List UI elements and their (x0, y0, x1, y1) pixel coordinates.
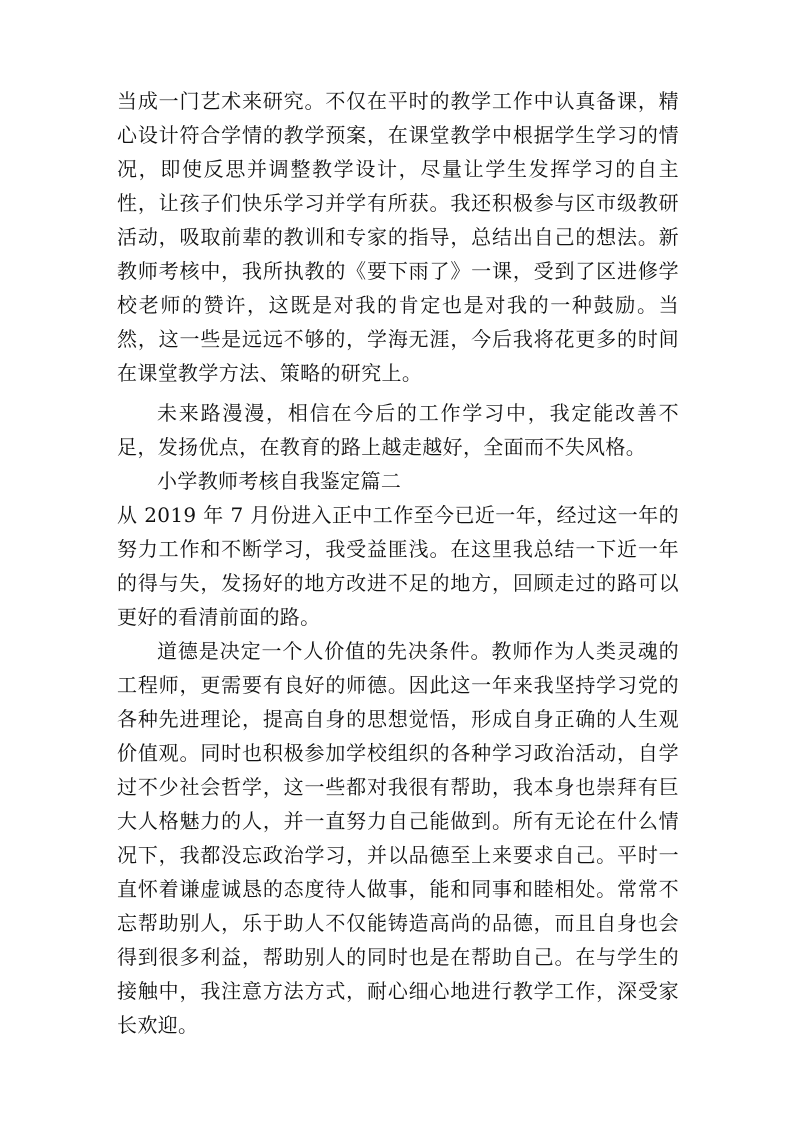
body-text-block (117, 396, 679, 464)
body-text-block (117, 84, 679, 390)
paragraph-future-outlook: 未来路漫漫，相信在今后的工作学习中，我定能改善不足，发扬优点，在教育的路上越走越好，全面而不失风格。 (117, 401, 679, 459)
section-heading-block (117, 464, 679, 498)
paragraph-ethics: 道德是决定一个人价值的先决条件。教师作为人类灵魂的工程师，更需要有良好的师德。因此这一年来我坚持学习党的各种先进理论，提高自身的思想觉悟，形成自身正确的人生观价值观。同时也积极参加学校组织的各种学习政治活动，自学过不少社会哲学，这一些都对我很有帮助，我本身也崇拜有巨大人格魅力的人，并一直努力自己能做到。所有无论在什么情况下，我都没忘政治学习，并以品德至上来要求自己。平时一直怀着谦虚诚恳的态度待人做事，能和同事和睦相处。常常不忘帮助别人，乐于助人不仅能铸造高尚的品德，而且自身也会得到很多利益，帮助别人的同时也是在帮助自己。在与学生的接触中，我注意方法方式，耐心细心地进行教学工作，深受家长欢迎。 (117, 639, 679, 1037)
body-text-block (117, 634, 679, 1042)
paragraph-teaching-research: 当成一门艺术来研究。不仅在平时的教学工作中认真备课，精心设计符合学情的教学预案，在课堂教学中根据学生学习的情况，即使反思并调整教学设计，尽量让学生发挥学习的自主性，让孩子们快乐学习并学有所获。我还积极参与区市级教研活动，吸取前辈的教训和专家的指导，总结出自己的想法。新教师考核中，我所执教的《要下雨了》一课，受到了区进修学校老师的赞许，这既是对我的肯定也是对我的一种鼓励。当然，这一些是远远不够的，学海无涯，今后我将花更多的时间在课堂教学方法、策略的研究上。 (117, 89, 679, 385)
paragraph-work-summary: 从 2019 年 7 月份进入正中工作至今已近一年，经过这一年的努力工作和不断学习，我受益匪浅。在这里我总结一下近一年的得与失，发扬好的地方改进不足的地方，回顾走过的路可以更好的看清前面的路。 (117, 503, 679, 629)
body-text-block (117, 498, 679, 634)
section-heading: 小学教师考核自我鉴定篇二 (157, 469, 402, 493)
